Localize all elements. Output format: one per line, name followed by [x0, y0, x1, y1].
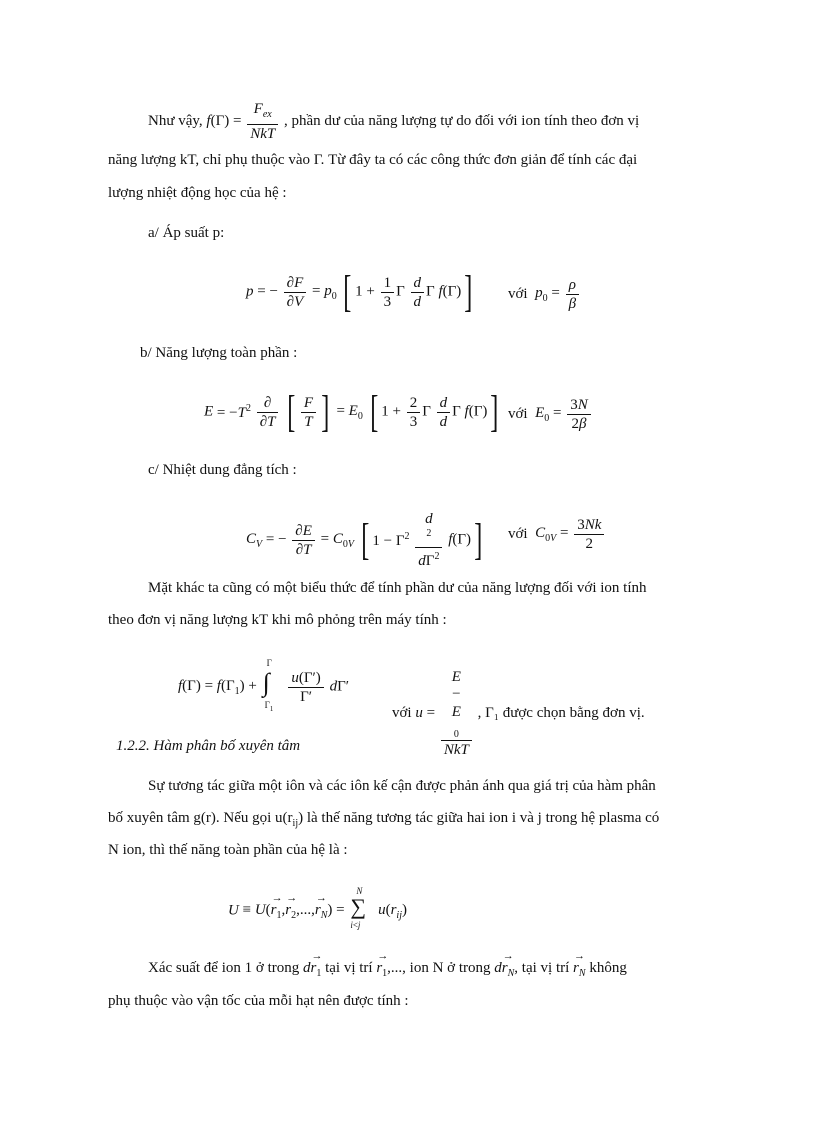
item-c-label: c/ Nhiệt dung đẳng tích :	[148, 462, 297, 478]
item-b-label: b/ Năng lượng toàn phần :	[140, 345, 298, 361]
eq-f-gamma: f(Γ) = $\frac{F_{ex}}{\text{NkT}}$	[206, 113, 284, 129]
para1-line2: năng lượng kT, chỉ phụ thuộc vào Γ. Từ đây ta có các công thức đơn giản để tính các đại	[108, 152, 638, 168]
para2-line2: theo đơn vị năng lượng kT khi mô phỏng trên máy tính :	[108, 612, 447, 628]
para1-line3: lượng nhiệt động học của hệ :	[108, 185, 287, 201]
para4-line2: phụ thuộc vào vận tốc của mỗi hạt nên được tính :	[108, 993, 409, 1009]
item-a-label: a/ Áp suất p:	[148, 225, 225, 241]
eq-pressure-note: với $p_0$ = $\frac{\rho}{\beta}$	[508, 276, 581, 313]
eq-integral-note: với u = E − E $_0$ NkT , Γ₁ được chọn bằng đơn vị.	[392, 669, 645, 758]
para4-line1: Xác suất để ion 1 ở trong $d\to r_1$ tại vị trí → $r_1$,..., ion N ở trong $d\to r_N$, tại vị trí → $r_N$ không	[148, 960, 627, 979]
eq-heat-note: với $C_{0V}$ = $\frac{3Nk}{2}$	[508, 516, 606, 553]
eq-energy-note: với $E_0$ = $\frac{3N}{2\beta}$	[508, 396, 593, 433]
para1-line1: Như vậy, f(Γ) = $\frac{F_{ex}}{\text{NkT}}$ , phần dư của năng lượng tự do đối với ion tính theo đơn vị	[148, 101, 640, 142]
section-heading: 1.2.2. Hàm phân bố xuyên tâm	[116, 738, 301, 754]
para3-line3: N ion, thì thế năng toàn phần của hệ là :	[108, 842, 348, 858]
para2-line1: Mặt khác ta cũng có một biểu thức để tính phần dư của năng lượng đối với ion tính	[148, 580, 647, 596]
para3-line2: bố xuyên tâm g(r). Nếu gọi $u(r_{ij})$ là thế năng tương tác giữa hai ion i và j trong hệ plasma có	[108, 810, 660, 829]
eq-integral: $f(\Gamma) = f(\Gamma_1)$ + Γ ∫ $\Gamma_1$ $\frac{u(\Gamma')}{\Gamma'}$ dΓ′	[178, 658, 350, 713]
eq-heat-capacity: $C_V$ = − $\frac{\partial E}{\partial T}$ = $C_{0V}$ [ $1 - \Gamma^2$ d $^2$ $d\Gamma^2$ f(Γ)]	[246, 511, 483, 569]
para3-line1: Sự tương tác giữa một iôn và các iôn kế cận được phản ánh qua giá trị của hàm phân	[148, 778, 656, 794]
eq-pressure: p = − $\frac{\partial F}{\partial V}$ = $p_0$ [ 1 + $\frac{1}{3}$ Γ $\frac{d}{d}$ Γ f(Γ)]	[246, 267, 473, 316]
eq-total-potential: $U \equiv U(\to r_1,\to r_2,...,\to r_N)$ = N ∑ i<j $u(r_{ij})$	[228, 888, 407, 934]
eq-energy: $E = -T^2$ $\frac{\partial}{\partial T}$ [ $\frac{F}{T}$ ] = $E_0$ [ 1 + $\frac{2}{3}$ Γ $\frac{d}{d}$ Γ f(Γ)]	[204, 387, 499, 436]
